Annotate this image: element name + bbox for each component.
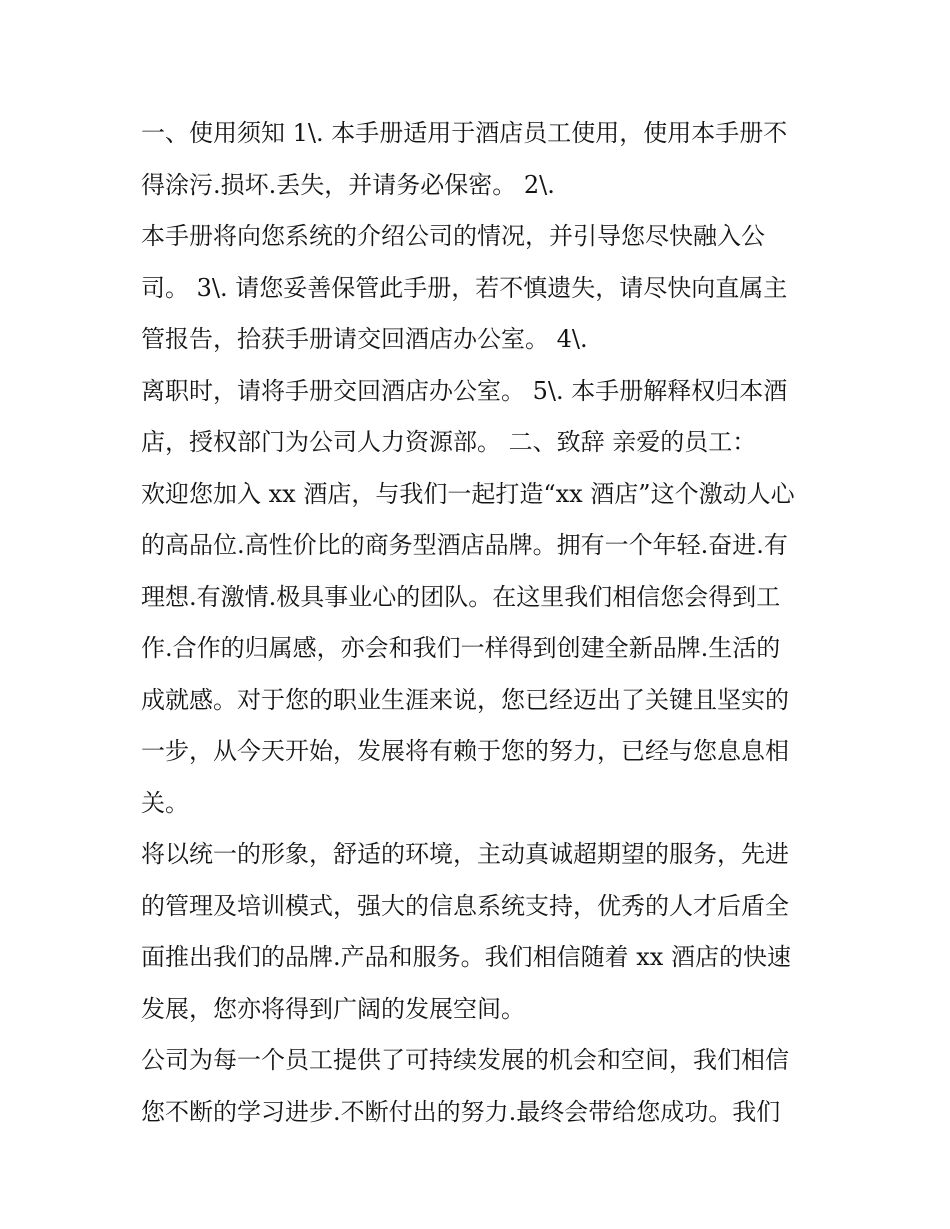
text-line: 得涂污.损坏.丢失，并请务必保密。 2\. (141, 170, 555, 199)
text-line: 将以统一的形象，舒适的环境，主动真诚超期望的服务，先进 (141, 840, 789, 868)
text-line: 成就感。对于您的职业生涯来说，您已经迈出了关键且坚实的 (141, 685, 789, 714)
text-line: 作.合作的归属感，亦会和我们一样得到创建全新品牌.生活的 (141, 634, 781, 662)
text-line: 的高品位.高性价比的商务型酒店品牌。拥有一个年轻.奋进.有 (141, 531, 788, 559)
text-line: 管报告，拾获手册请交回酒店办公室。 4\. (141, 325, 588, 353)
text-line: 面推出我们的品牌.产品和服务。我们相信随着 xx 酒店的快速 (141, 943, 791, 971)
text-line: 司。 3\. 请您妥善保管此手册，若不慎遗失，请尽快向直属主 (141, 273, 788, 302)
text-line: 一步，从今天开始，发展将有赖于您的努力，已经与您息息相 (141, 737, 789, 765)
text-line: 的管理及培训模式，强大的信息系统支持，优秀的人才后盾全 (141, 891, 789, 920)
text-line: 您不断的学习进步.不断付出的努力.最终会带给您成功。我们 (141, 1097, 781, 1126)
text-line: 理想.有激情.极具事业心的团队。在这里我们相信您会得到工 (141, 582, 781, 611)
text-line: 发展，您亦将得到广阔的发展空间。 (141, 994, 525, 1023)
text-line: 公司为每一个员工提供了可持续发展的机会和空间，我们相信 (141, 1046, 789, 1074)
text-line: 欢迎您加入 xx 酒店，与我们一起打造“xx 酒店”这个激动人心 (141, 479, 795, 508)
text-line: 关。 (141, 788, 189, 817)
text-line: 店，授权部门为公司人力资源部。 二、致辞 亲爱的员工： (141, 428, 757, 456)
text-line: 本手册将向您系统的介绍公司的情况，并引导您尽快融入公 (141, 222, 765, 250)
text-line: 一、使用须知 1\. 本手册适用于酒店员工使用，使用本手册不 (141, 119, 788, 147)
text-line: 离职时，请将手册交回酒店办公室。 5\. 本手册解释权归本酒 (141, 376, 788, 405)
document-body (141, 108, 821, 1138)
